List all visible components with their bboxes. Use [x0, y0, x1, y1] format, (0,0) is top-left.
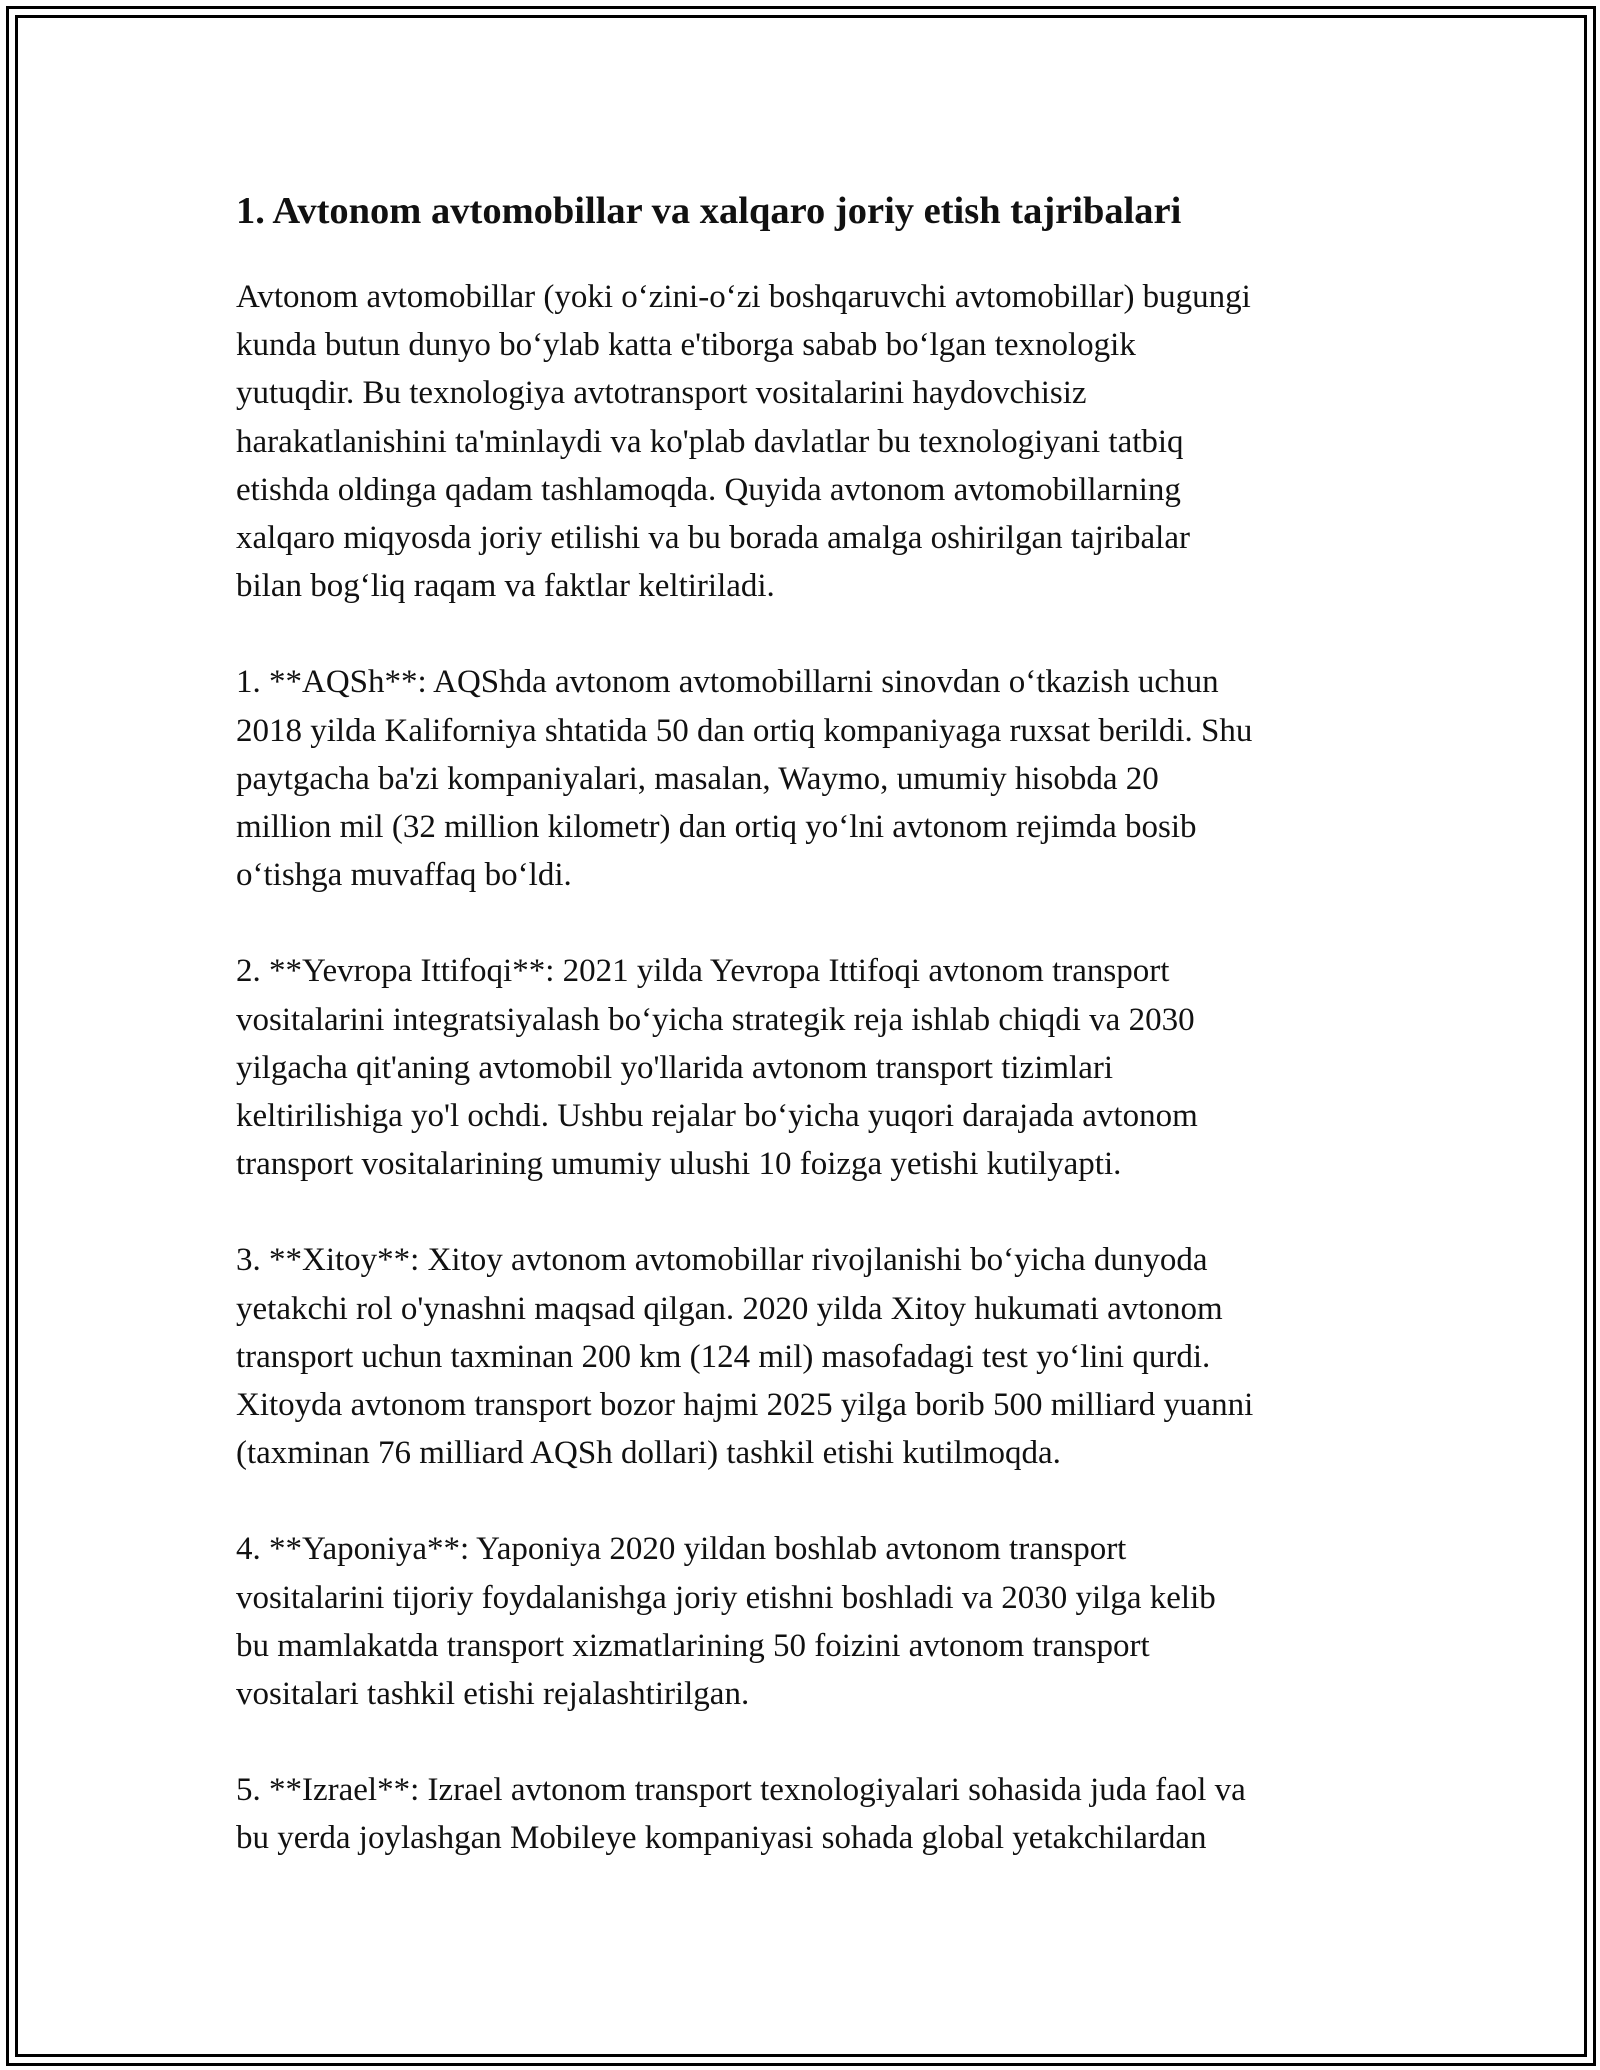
- paragraph-intro: Avtonom avtomobillar (yoki o‘zini-o‘zi boshqaruvchi avtomobillar) bugungi kunda butun dunyo bo‘ylab katta e'tiborga sabab bo‘lgan texnologik yutuqdir. Bu texnologiya avtotransport vositalarini haydovchisiz harakatlanishini ta'minlaydi va ko'plab davlatlar bu texnologiyani tatbiq etishda oldinga qadam tashlamoqda. Quyida avtonom avtomobillarning xalqaro miqyosda joriy etilishi va bu borada amalga oshirilgan tajribalar bilan bog‘liq raqam va faktlar keltiriladi.: [236, 279, 1251, 605]
- paragraph-china: 3. **Xitoy**: Xitoy avtonom avtomobillar rivojlanishi bo‘yicha dunyoda yetakchi rol o'ynashni maqsad qilgan. 2020 yilda Xitoy hukumati avtonom transport uchun taxminan 200 km (124 mil) masofadagi test yo‘lini qurdi. Xitoyda avtonom transport bozor hajmi 2025 yilga borib 500 milliard yuanni (taxminan 76 milliard AQSh dollari) tashkil etishi kutilmoqda.: [236, 1242, 1254, 1472]
- paragraph-usa: 1. **AQSh**: AQShda avtonom avtomobillarni sinovdan o‘tkazish uchun 2018 yilda Kaliforniya shtatida 50 dan ortiq kompaniyaga ruxsat berildi. Shu paytgacha ba'zi kompaniyalari, masalan, Waymo, umumiy hisobda 20 million mil (32 million kilometr) dan ortiq yo‘lni avtonom rejimda bosib o‘tishga muvaffaq bo‘ldi.: [236, 664, 1253, 894]
- paragraph-japan: 4. **Yaponiya**: Yaponiya 2020 yildan boshlab avtonom transport vositalarini tijoriy foydalanishga joriy etishni boshladi va 2030 yilga kelib bu mamlakatda transport xizmatlarining 50 foizini avtonom transport vositalari tashkil etishi rejalashtirilgan.: [236, 1531, 1216, 1713]
- paragraph-israel: 5. **Izrael**: Izrael avtonom transport texnologiyalari sohasida juda faol va bu yerda joylashgan Mobileye kompaniyasi sohada global yetakchilardan: [236, 1772, 1246, 1857]
- document-body: [236, 183, 1376, 1911]
- paragraph-eu: 2. **Yevropa Ittifoqi**: 2021 yilda Yevropa Ittifoqi avtonom transport vositalarini integratsiyalash bo‘yicha strategik reja ishlab chiqdi va 2030 yilgacha qit'aning avtomobil yo'llarida avtonom transport tizimlari keltirilishiga yo'l ochdi. Ushbu rejalar bo‘yicha yuqori darajada avtonom transport vositalarining umumiy ulushi 10 foizga yetishi kutilyapti.: [236, 953, 1198, 1183]
- document-title: 1. Avtonom avtomobillar va xalqaro joriy etish tajribalari: [236, 190, 1182, 232]
